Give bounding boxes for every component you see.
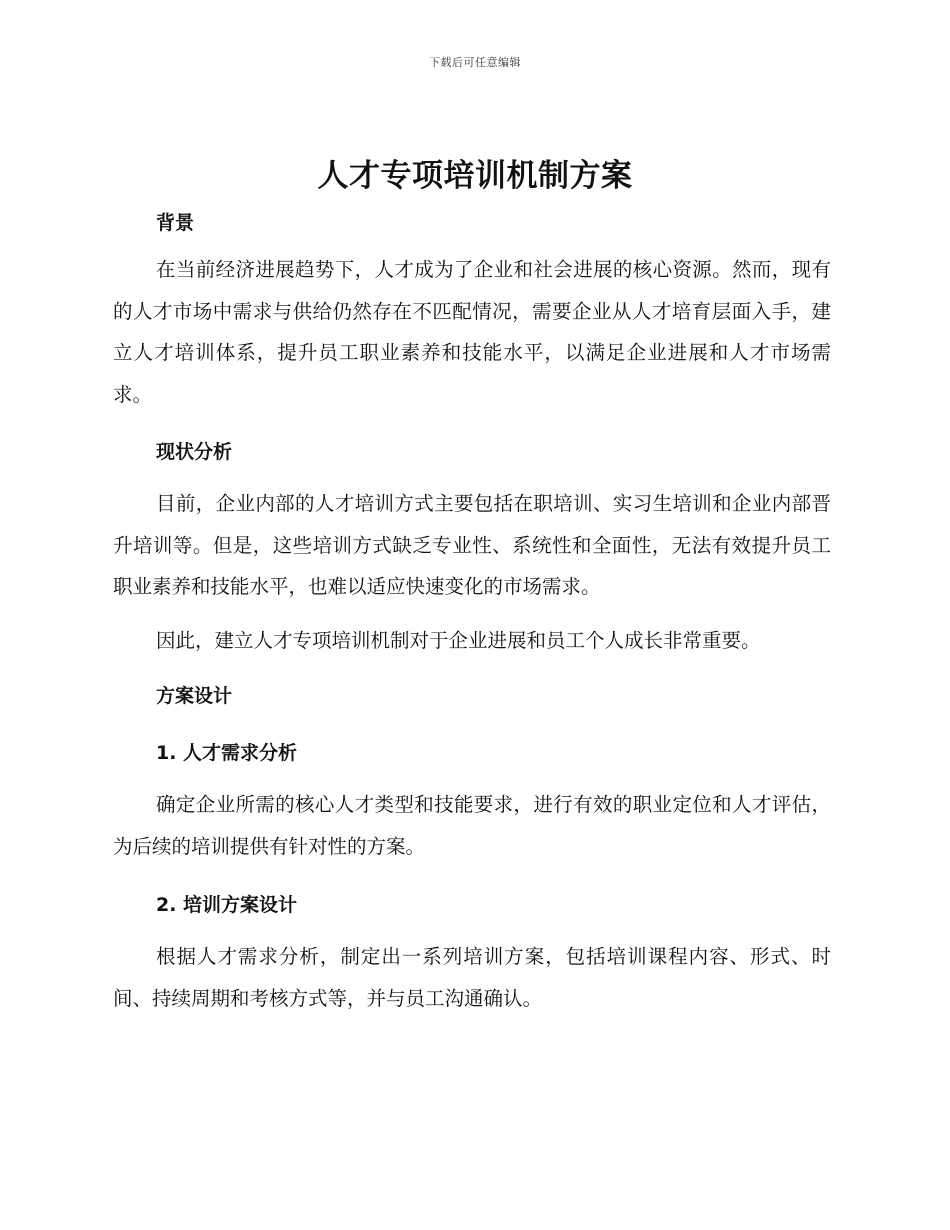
training-design-paragraph: 根据人才需求分析，制定出一系列培训方案，包括培训课程内容、形式、时间、持续周期和考核方式等，并与员工沟通确认。 [113, 945, 831, 1010]
page-header-note: 下载后可任意编辑 [429, 56, 521, 69]
section-heading-analysis: 现状分析 [156, 441, 233, 463]
document-body [113, 200, 831, 1019]
document-title: 人才专项培训机制方案 [317, 158, 633, 194]
background-paragraph: 在当前经济进展趋势下，人才成为了企业和社会进展的核心资源。然而，现有的人才市场中需求与供给仍然存在不匹配情况，需要企业从人才培育层面入手，建立人才培训体系，提升员工职业素养和技能水平，以满足企业进展和人才市场需求。 [113, 258, 831, 406]
demand-analysis-paragraph: 确定企业所需的核心人才类型和技能要求，进行有效的职业定位和人才评估，为后续的培训提供有针对性的方案。 [113, 793, 831, 858]
analysis-paragraph-2: 因此，建立人才专项培训机制对于企业进展和员工个人成长非常重要。 [156, 628, 761, 652]
subsection-heading-demand-analysis: 1. 人才需求分析 [156, 742, 298, 764]
section-heading-background: 背景 [156, 212, 195, 234]
analysis-paragraph-1: 目前，企业内部的人才培训方式主要包括在职培训、实习生培训和企业内部晋升培训等。但是，这些培训方式缺乏专业性、系统性和全面性，无法有效提升员工职业素养和技能水平，也难以适应快速变化的市场需求。 [113, 492, 831, 598]
section-heading-design: 方案设计 [156, 685, 233, 707]
subsection-heading-training-design: 2. 培训方案设计 [156, 894, 298, 916]
